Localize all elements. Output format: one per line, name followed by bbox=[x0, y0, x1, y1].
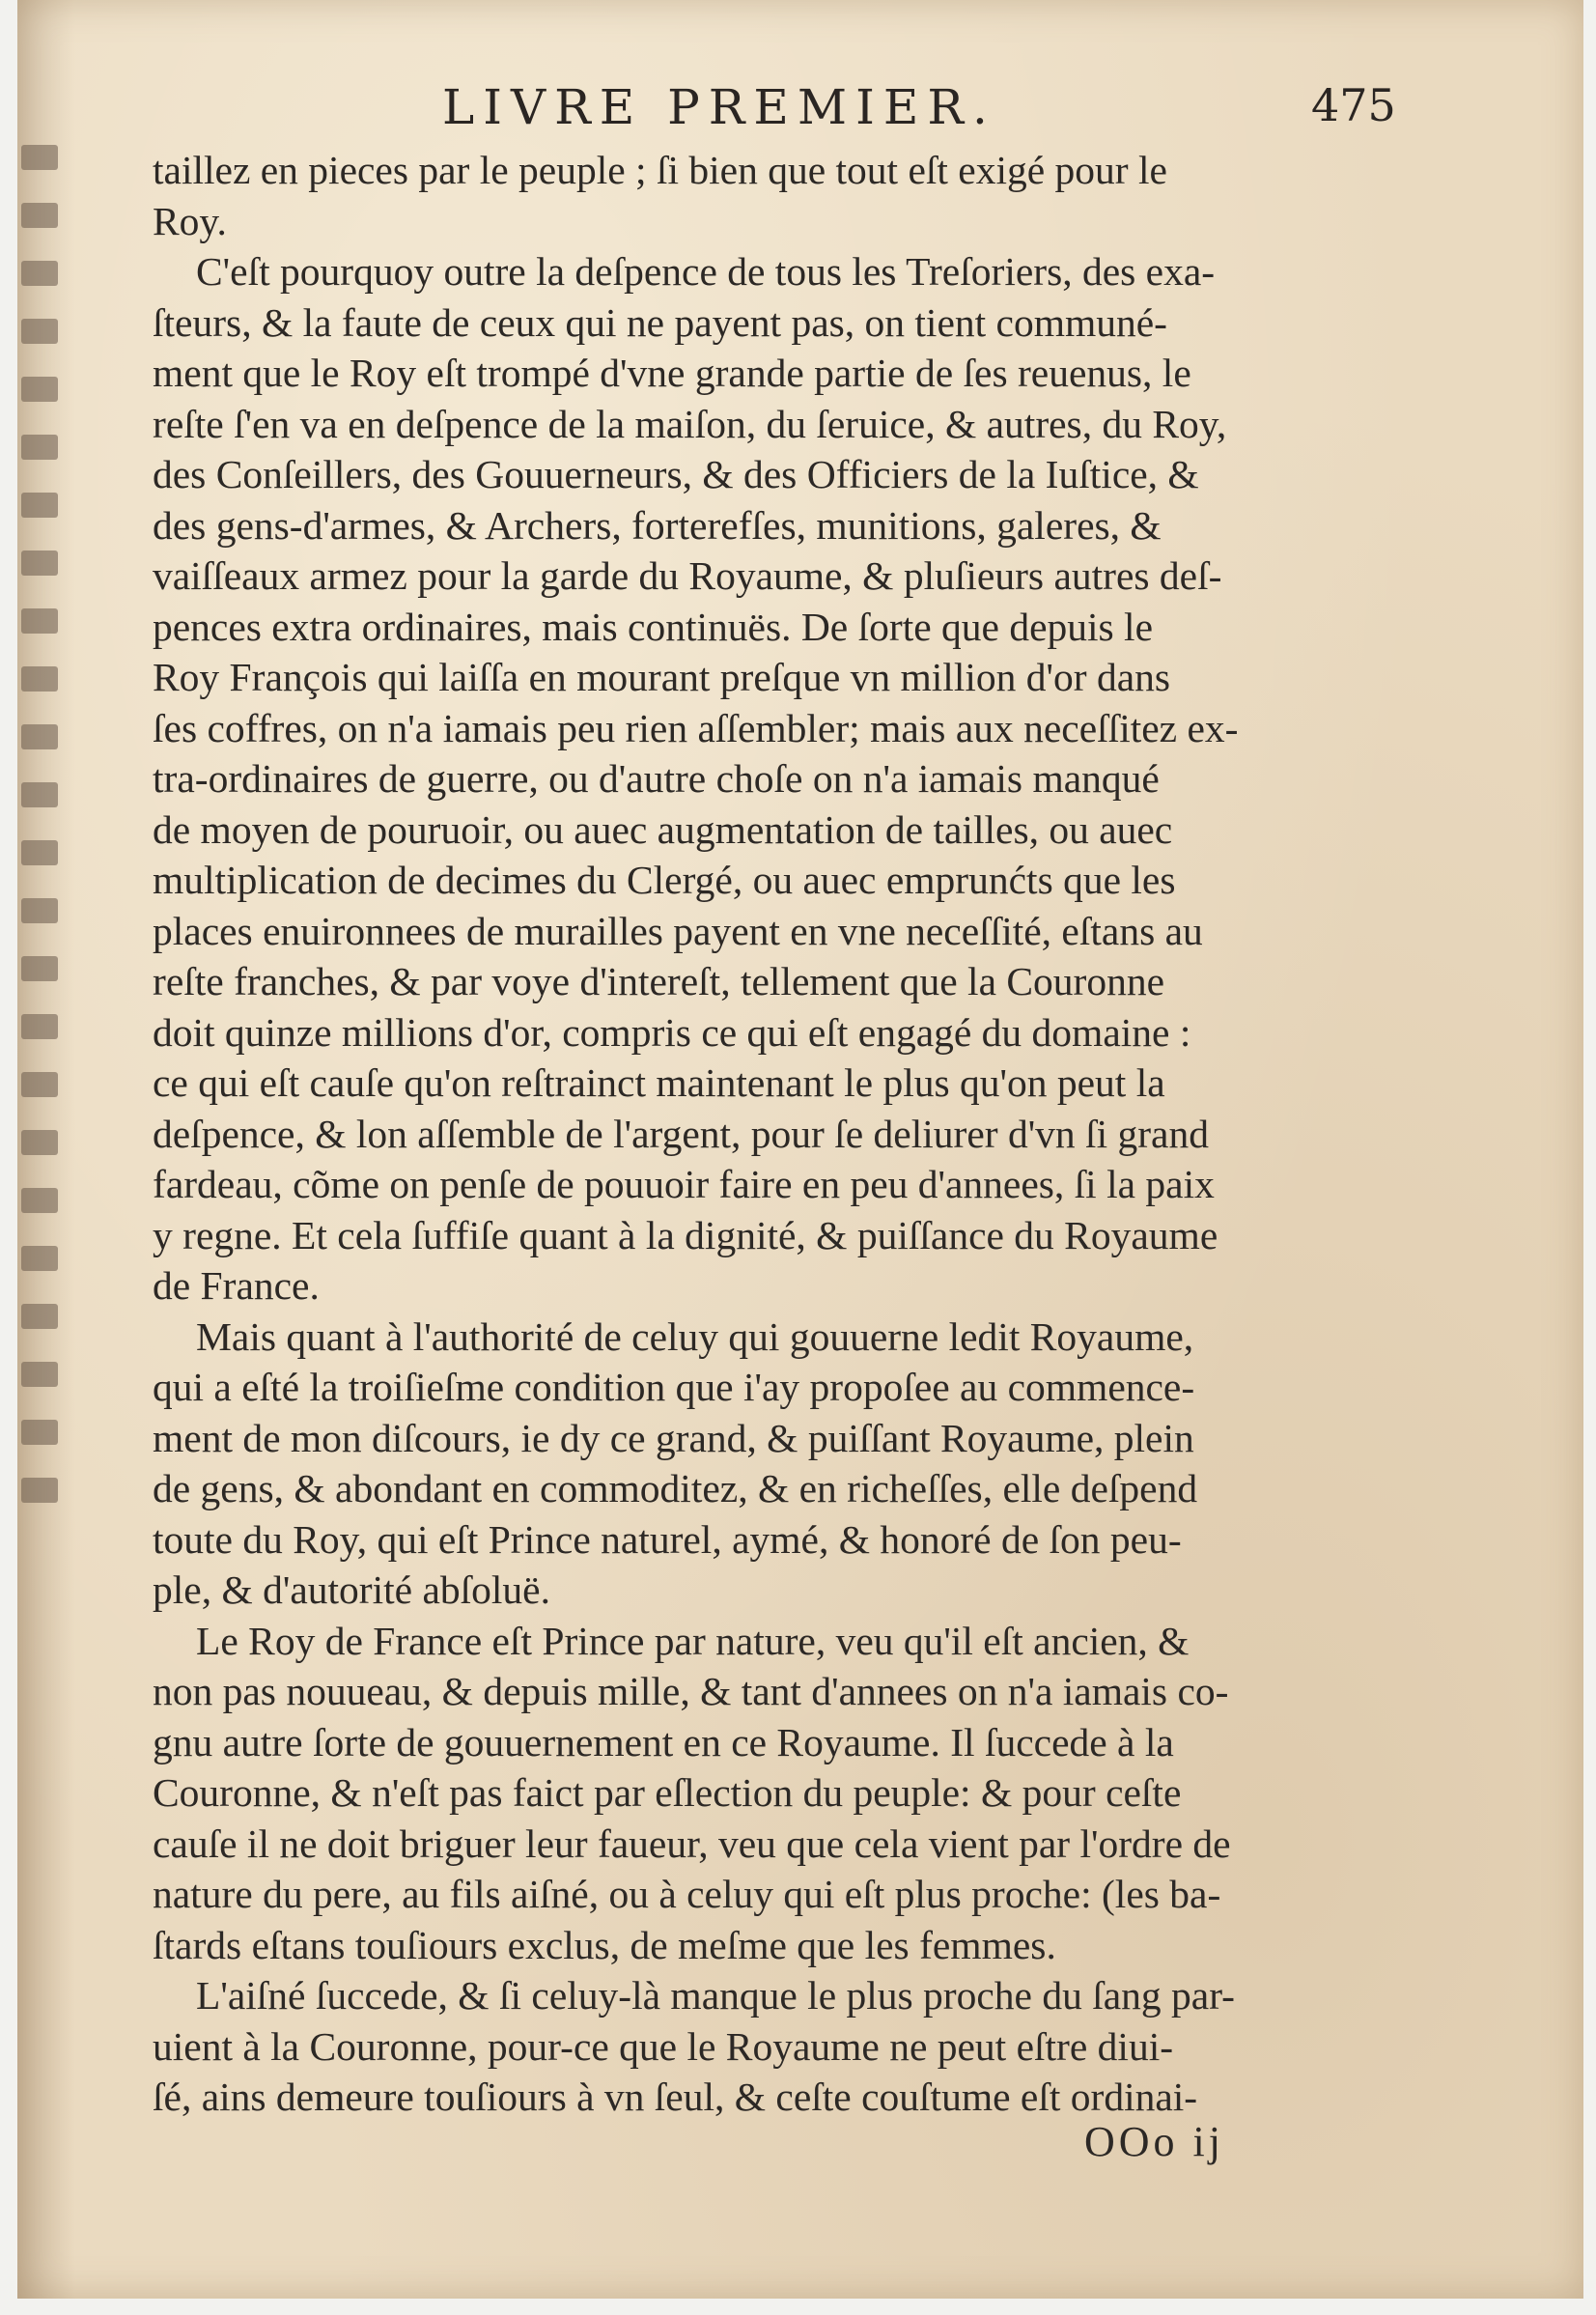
running-title: LIVRE PREMIER. bbox=[442, 79, 996, 135]
text-line: ment que le Roy eſt trompé d'vne grande partie de ſes reuenus, le bbox=[153, 351, 1191, 395]
text-line: multiplication de decimes du Clergé, ou auec emprunćts que les bbox=[153, 858, 1176, 902]
text-line: ſes coffres, on n'a iamais peu rien aſſembler; mais aux neceſſitez ex- bbox=[153, 705, 1239, 750]
text-line: reſte ſ'en va en deſpence de la maiſon, du ſeruice, & autres, du Roy, bbox=[153, 401, 1227, 446]
text-line: deſpence, & lon aſſemble de l'argent, pour ſe deliurer d'vn ſi grand bbox=[153, 1111, 1209, 1156]
text-line: Mais quant à l'authorité de celuy qui gouuerne ledit Royaume, bbox=[196, 1313, 1194, 1359]
text-line: ce qui eſt cauſe qu'on reſtrainct maintenant le plus qu'on peut la bbox=[153, 1060, 1165, 1105]
text-line: de gens, & abondant en commoditez, & en richeſſes, elle deſpend bbox=[153, 1466, 1198, 1510]
text-line: y regne. Et cela ſuffiſe quant à la dignité, & puiſſance du Royaume bbox=[153, 1212, 1218, 1257]
text-line: tra-ordinaires de guerre, ou d'autre choſe on n'a iamais manqué bbox=[153, 756, 1160, 801]
text-line: ment de mon diſcours, ie dy ce grand, & puiſſant Royaume, plein bbox=[153, 1415, 1194, 1460]
text-line: Couronne, & n'eſt pas faict par eſlection du peuple: & pour ceſte bbox=[153, 1770, 1182, 1815]
facing-page-bleed bbox=[17, 145, 85, 1594]
text-line: Roy François qui laiſſa en mourant preſque vn million d'or dans bbox=[153, 655, 1171, 699]
text-line: pences extra ordinaires, mais continuës. De ſorte que depuis le bbox=[153, 604, 1154, 649]
text-line: uient à la Couronne, pour-ce que le Royaume ne peut eſtre diui- bbox=[153, 2023, 1174, 2069]
text-line: des Conſeillers, des Gouuerneurs, & des Officiers de la Iuſtice, & bbox=[153, 452, 1199, 496]
signature-mark: OOo ij bbox=[1084, 2118, 1224, 2165]
text-line: nature du pere, au fils aiſné, ou à celuy qui eſt plus proche: (les ba- bbox=[153, 1872, 1221, 1916]
text-line: fardeau, cõme on penſe de pouuoir faire en peu d'annees, ſi la paix bbox=[153, 1162, 1215, 1206]
text-line: Le Roy de France eſt Prince par nature, veu qu'il eſt ancien, & bbox=[196, 1618, 1190, 1663]
text-line: non pas nouueau, & depuis mille, & tant d'annees on n'a iamais co- bbox=[153, 1669, 1229, 1713]
text-line: gnu autre ſorte de gouuernement en ce Royaume. Il ſuccede à la bbox=[153, 1719, 1174, 1764]
text-line: reſte franches, & par voye d'intereſt, tellement que la Couronne bbox=[153, 959, 1165, 1003]
page-number: 475 bbox=[1311, 79, 1396, 131]
text-line: doit quinze millions d'or, compris ce qui eſt engagé du domaine : bbox=[153, 1009, 1191, 1055]
text-line: taillez en pieces par le peuple ; ſi bien que tout eſt exigé pour le bbox=[153, 148, 1167, 192]
text-line: C'eſt pourquoy outre la deſpence de tous les Treſoriers, des exa- bbox=[196, 249, 1216, 294]
body-text bbox=[153, 145, 1408, 2123]
text-line: qui a eſté la troiſieſme condition que i'ay propoſee au commence- bbox=[153, 1365, 1195, 1409]
text-line: de France. bbox=[153, 1263, 320, 1308]
text-line: ſé, ains demeure touſiours à vn ſeul, & ceſte couſtume eſt ordinai- bbox=[153, 2075, 1198, 2119]
text-line: des gens-d'armes, & Archers, forterefſes, munitions, galeres, & bbox=[153, 502, 1162, 548]
text-line: vaiſſeaux armez pour la garde du Royaume, & pluſieurs autres deſ- bbox=[153, 553, 1222, 598]
text-line: ſtards eſtans touſiours exclus, de meſme que les femmes. bbox=[153, 1922, 1056, 1967]
text-line: Roy. bbox=[153, 198, 227, 243]
text-line: toute du Roy, qui eſt Prince naturel, aymé, & honoré de ſon peu- bbox=[153, 1516, 1182, 1562]
text-line: cauſe il ne doit briguer leur faueur, veu que cela vient par l'ordre de bbox=[153, 1821, 1231, 1866]
text-line: ſteurs, & la faute de ceux qui ne payent pas, on tient communé- bbox=[153, 299, 1167, 345]
text-line: ple, & d'autorité abſoluë. bbox=[153, 1567, 550, 1612]
page-header bbox=[17, 79, 1583, 147]
text-line: places enuironnees de murailles payent en vne neceſſité, eſtans au bbox=[153, 908, 1203, 953]
text-line: de moyen de pouruoir, ou auec augmentation de tailles, ou auec bbox=[153, 806, 1173, 852]
book-page bbox=[17, 0, 1583, 2299]
text-line: L'aiſné ſuccede, & ſi celuy-là manque le plus proche du ſang par- bbox=[196, 1973, 1236, 2018]
